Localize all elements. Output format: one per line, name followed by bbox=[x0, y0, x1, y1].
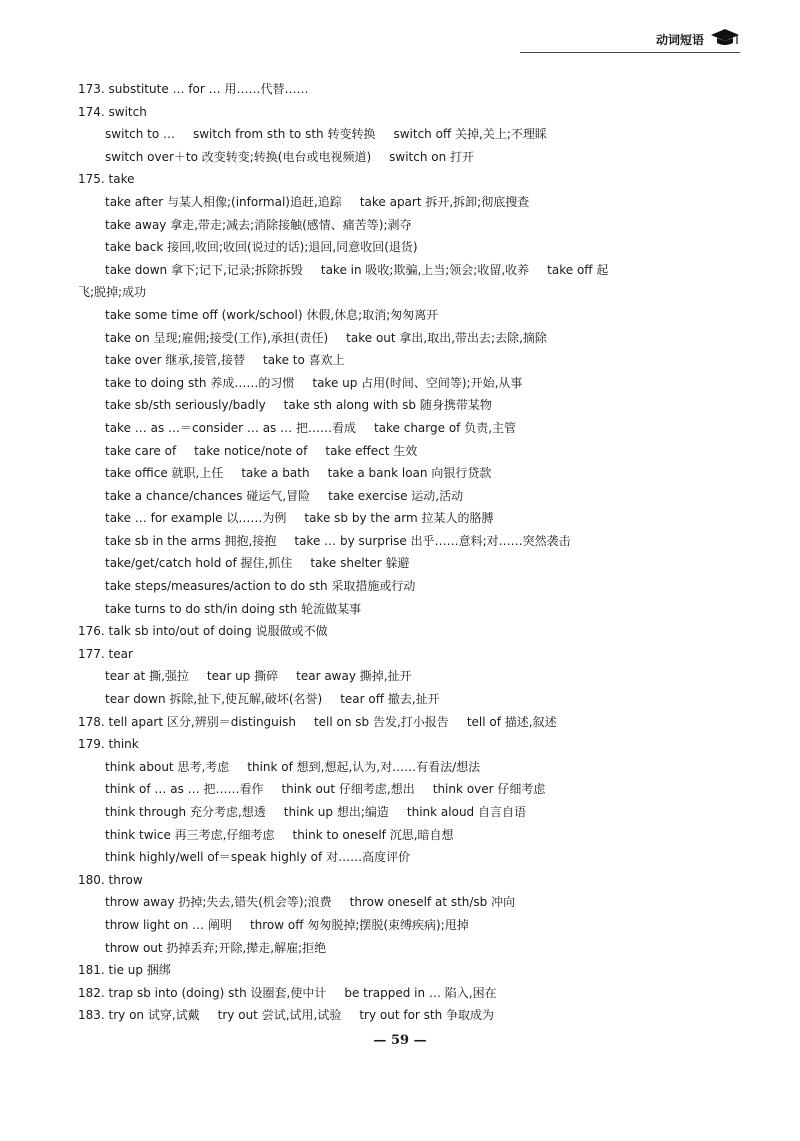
phrase-entry: take to doing sth 养成……的习惯 bbox=[105, 375, 295, 390]
phrase-entry: take apart 拆开,拆卸;彻底搜查 bbox=[359, 194, 530, 209]
text-line bbox=[78, 643, 738, 666]
text-line bbox=[78, 733, 738, 756]
text-line bbox=[78, 507, 738, 530]
phrase-entry: take sb by the arm 拉某人的胳膊 bbox=[304, 511, 494, 526]
text-line bbox=[78, 778, 738, 801]
phrase-entry: take sb in the arms 拥抱,接抱 bbox=[105, 533, 277, 548]
text-line bbox=[78, 372, 738, 395]
text-line bbox=[78, 327, 738, 350]
phrase-entry: 179. think bbox=[78, 737, 139, 752]
phrase-entry: 178. tell apart 区分,辨别＝distinguish bbox=[78, 714, 296, 729]
text-line bbox=[78, 937, 738, 960]
phrase-entry: think out 仔细考虑,想出 bbox=[281, 782, 415, 797]
text-line bbox=[78, 440, 738, 463]
phrase-entry: take after 与某人相像;(informal)追赶,追踪 bbox=[105, 194, 342, 209]
phrase-entry: tear off 撤去,扯开 bbox=[340, 692, 440, 707]
phrase-entry: throw away 扔掉;失去,错失(机会等);浪费 bbox=[105, 895, 332, 910]
phrase-entry: throw light on … 阐明 bbox=[105, 917, 232, 932]
phrase-entry: take off 起 bbox=[547, 262, 609, 277]
phrase-entry: 183. try on 试穿,试戴 bbox=[78, 1008, 200, 1023]
text-line bbox=[78, 982, 738, 1005]
text-line bbox=[78, 281, 738, 304]
text-line bbox=[78, 552, 738, 575]
text-line bbox=[78, 959, 738, 982]
phrase-entry: take … as …＝consider … as … 把……看成 bbox=[105, 420, 356, 435]
text-line bbox=[78, 485, 738, 508]
phrase-entry: take a bath bbox=[241, 466, 310, 481]
phrase-entry: tear at 撕,强拉 bbox=[105, 669, 189, 684]
text-line bbox=[78, 101, 738, 124]
text-line bbox=[78, 236, 738, 259]
phrase-entry: switch to … bbox=[105, 127, 175, 142]
phrase-list bbox=[78, 78, 738, 1027]
phrase-entry: think twice 再三考虑,仔细考虑 bbox=[105, 827, 275, 842]
phrase-entry: tell of 描述,叙述 bbox=[466, 714, 557, 729]
phrase-entry: think highly/well of＝speak highly of 对……高度评价 bbox=[105, 850, 411, 865]
phrase-entry: think of 想到,想起,认为,对……有看法/想法 bbox=[247, 759, 481, 774]
text-line bbox=[78, 417, 738, 440]
text-line bbox=[78, 530, 738, 553]
phrase-entry: 180. throw bbox=[78, 872, 143, 887]
phrase-entry: take back 接回,收回;收回(说过的话);退回,同意收回(退货) bbox=[105, 240, 418, 255]
phrase-entry: take up 占用(时间、空间等);开始,从事 bbox=[312, 375, 523, 390]
phrase-entry: think to oneself 沉思,暗自想 bbox=[292, 827, 454, 842]
text-line bbox=[78, 891, 738, 914]
section-title: 动词短语 bbox=[655, 32, 704, 47]
phrase-entry: take sth along with sb 随身携带某物 bbox=[283, 398, 492, 413]
phrase-entry: take/get/catch hold of 握住,抓住 bbox=[105, 556, 293, 571]
phrase-entry: be trapped in … 陷入,困在 bbox=[344, 985, 497, 1000]
phrase-entry: take a chance/chances 碰运气,冒险 bbox=[105, 488, 311, 503]
graduation-cap-icon bbox=[710, 26, 740, 52]
phrase-entry: 181. tie up 捆绑 bbox=[78, 963, 171, 978]
phrase-entry: take sb/sth seriously/badly bbox=[105, 398, 266, 413]
phrase-entry: take steps/measures/action to do sth 采取措施或行动 bbox=[105, 579, 416, 594]
text-line bbox=[78, 146, 738, 169]
phrase-entry: take over 继承,接管,接替 bbox=[105, 353, 245, 368]
phrase-entry: 177. tear bbox=[78, 646, 133, 661]
text-line bbox=[78, 304, 738, 327]
phrase-entry: think aloud 自言自语 bbox=[406, 805, 526, 819]
phrase-entry: take exercise 运动,活动 bbox=[328, 488, 464, 503]
phrase-entry: tear down 拆除,扯下,使瓦解,破坏(名誉) bbox=[105, 692, 323, 707]
text-line bbox=[78, 191, 738, 214]
phrase-entry: switch on 打开 bbox=[389, 149, 475, 164]
text-line bbox=[78, 1004, 738, 1027]
text-line bbox=[78, 824, 738, 847]
text-line bbox=[78, 665, 738, 688]
phrase-entry: take … by surprise 出乎……意料;对……突然袭击 bbox=[294, 533, 571, 548]
phrase-entry: take shelter 躲避 bbox=[310, 556, 410, 571]
phrase-entry: 175. take bbox=[78, 172, 135, 187]
phrase-entry: take to 喜欢上 bbox=[262, 353, 345, 368]
text-line bbox=[78, 620, 738, 643]
phrase-entry: 173. substitute … for … 用……代替…… bbox=[78, 82, 309, 96]
phrase-entry: take office 就职,上任 bbox=[105, 466, 224, 481]
phrase-entry: 174. switch bbox=[78, 104, 147, 119]
phrase-entry: throw oneself at sth/sb 冲向 bbox=[349, 895, 516, 910]
phrase-entry: 飞;脱掉;成功 bbox=[78, 285, 147, 300]
phrase-entry: try out 尝试,试用,试验 bbox=[217, 1008, 342, 1023]
page-number: — 59 — bbox=[373, 1033, 427, 1048]
phrase-entry: tear away 撕掉,扯开 bbox=[296, 669, 412, 684]
phrase-entry: take notice/note of bbox=[194, 443, 308, 458]
phrase-entry: throw out 扔掉丢弃;开除,撵走,解雇;拒绝 bbox=[105, 940, 327, 955]
phrase-entry: take in 吸收;欺骗,上当;领会;收留,收养 bbox=[320, 262, 530, 277]
page-header bbox=[656, 26, 740, 52]
phrase-entry: take on 呈现;雇佣;接受(工作),承担(责任) bbox=[105, 330, 329, 345]
text-line bbox=[78, 168, 738, 191]
text-line bbox=[78, 78, 738, 101]
phrase-entry: take down 拿下;记下,记录;拆除拆毁 bbox=[105, 262, 303, 277]
phrase-entry: tell on sb 告发,打小报告 bbox=[313, 714, 449, 729]
text-line bbox=[78, 688, 738, 711]
text-line bbox=[78, 462, 738, 485]
phrase-entry: throw off 匆匆脱掉;摆脱(束缚疾病);甩掉 bbox=[249, 917, 469, 932]
text-line bbox=[78, 394, 738, 417]
phrase-entry: switch over＋to 改变转变;转换(电台或电视频道) bbox=[105, 149, 372, 164]
phrase-entry: 176. talk sb into/out of doing 说服做或不做 bbox=[78, 624, 328, 639]
text-line bbox=[78, 914, 738, 937]
text-line bbox=[78, 349, 738, 372]
phrase-entry: switch off 关掉,关上;不理睬 bbox=[393, 127, 547, 142]
phrase-entry: 182. trap sb into (doing) sth 设圈套,使中计 bbox=[78, 985, 327, 1000]
phrase-entry: think of … as … 把……看作 bbox=[105, 782, 264, 797]
text-line bbox=[78, 575, 738, 598]
phrase-entry: take away 拿走,带走;减去;消除接触(感情、痛苦等);剥夺 bbox=[105, 217, 412, 232]
phrase-entry: try out for sth 争取成为 bbox=[359, 1008, 495, 1023]
text-line bbox=[78, 711, 738, 734]
phrase-entry: take turns to do sth/in doing sth 轮流做某事 bbox=[105, 601, 362, 616]
text-line bbox=[78, 123, 738, 146]
phrase-entry: take … for example 以……为例 bbox=[105, 511, 287, 526]
text-line bbox=[78, 214, 738, 237]
phrase-entry: take charge of 负责,主管 bbox=[373, 420, 517, 435]
phrase-entry: take some time off (work/school) 休假,休息;取消;匆匆离开 bbox=[105, 307, 439, 322]
text-line bbox=[78, 259, 738, 282]
text-line bbox=[78, 846, 738, 869]
header-rule bbox=[520, 52, 740, 53]
phrase-entry: think about 思考,考虑 bbox=[105, 759, 230, 774]
phrase-entry: take out 拿出,取出,带出去;去除,摘除 bbox=[346, 330, 547, 345]
phrase-entry: tear up 撕碎 bbox=[206, 669, 279, 684]
phrase-entry: think up 想出;编造 bbox=[283, 805, 389, 819]
text-line bbox=[78, 756, 738, 779]
text-line bbox=[78, 801, 738, 824]
phrase-entry: think through 充分考虑,想透 bbox=[105, 805, 266, 819]
phrase-entry: take effect 生效 bbox=[325, 443, 418, 458]
phrase-entry: take care of bbox=[105, 443, 177, 458]
phrase-entry: switch from sth to sth 转变转换 bbox=[192, 127, 376, 142]
text-line bbox=[78, 598, 738, 621]
text-line bbox=[78, 869, 738, 892]
phrase-entry: take a bank loan 向银行贷款 bbox=[327, 466, 492, 481]
phrase-entry: think over 仔细考虑 bbox=[432, 782, 546, 797]
